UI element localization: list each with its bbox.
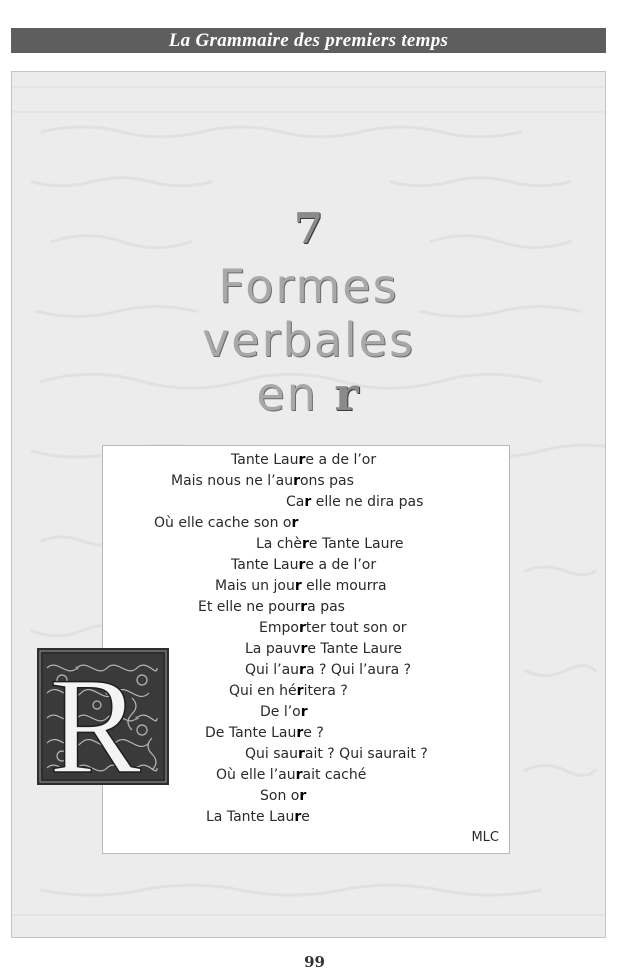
poem-line-text: ait caché (302, 767, 367, 783)
poem-line (245, 640, 402, 658)
poem-line (229, 682, 348, 700)
poem-line-highlight-r: r (299, 788, 307, 804)
poem-line-highlight-r: r (298, 557, 306, 573)
poem-line-text: Ca (286, 494, 305, 510)
poem-line-highlight-r: r (291, 515, 299, 531)
page-number: 99 (304, 953, 325, 971)
poem-line (231, 556, 376, 574)
poem-line-text: e a de l’or (305, 452, 377, 468)
poem-line-highlight-r: r (302, 536, 309, 552)
poem-line (206, 808, 310, 826)
poem-line (231, 451, 376, 469)
poem-line (198, 598, 345, 616)
poem-line-text: ait ? Qui saurait ? (304, 746, 428, 762)
poem-line (245, 745, 428, 763)
poem-line (215, 577, 387, 595)
poem-line-text: ons pas (299, 473, 354, 489)
poem-line-text: Tante Lau (231, 557, 299, 573)
poem-line (260, 787, 306, 805)
poem-line-text: e Tante Laure (308, 536, 404, 552)
poem-line-text: Et elle ne pour (198, 599, 301, 615)
poem-line (245, 661, 411, 679)
poem-line-highlight-r: r (300, 599, 308, 615)
poem-line (259, 619, 407, 637)
poem-line-highlight-r: r (295, 767, 303, 783)
chapter-title-prefix: en (256, 367, 335, 421)
poem-line-highlight-r: r (298, 620, 306, 636)
running-header-title: La Grammaire des premiers temps (168, 30, 449, 51)
poem-signature: MLC (471, 830, 499, 845)
dropcap-letter: R (49, 649, 142, 785)
chapter-number: 7 (293, 204, 324, 253)
poem-line-highlight-r: r (296, 725, 304, 741)
chapter-title-line-2: verbales (202, 313, 415, 367)
poem-line-text: Qui l’au (245, 662, 300, 678)
poem-line (256, 535, 404, 553)
poem-line-highlight-r: r (296, 683, 304, 699)
poem-line-text: Son o (260, 788, 300, 804)
poem-line (216, 766, 366, 784)
poem-line-text: Empo (259, 620, 299, 636)
poem-line-text: a ? Qui l’aura ? (305, 662, 412, 678)
poem-line-text: Qui sau (245, 746, 298, 762)
poem-line-text: e a de l’or (305, 557, 377, 573)
poem-line-highlight-r: r (304, 494, 312, 510)
poem-line-text: Où elle l’au (216, 767, 296, 783)
poem-line-text: e (301, 809, 310, 825)
poem-line-text: e ? (303, 725, 324, 741)
poem-line-highlight-r: r (293, 473, 300, 489)
poem-line-highlight-r: r (294, 578, 302, 594)
chapter-title-letter: r (334, 367, 361, 421)
poem-line-text: De Tante Lau (205, 725, 297, 741)
poem-line (171, 472, 354, 490)
chapter-title-line-1: Formes (218, 259, 399, 313)
poem-line-text: La chè (256, 536, 303, 552)
poem-line (154, 514, 298, 532)
poem-line-text: De l’o (260, 704, 301, 720)
poem-line-highlight-r: r (294, 809, 302, 825)
poem-line-text: Tante Lau (231, 452, 299, 468)
poem-line-text: e Tante Laure (307, 641, 402, 657)
running-header (11, 28, 606, 53)
poem-line-text: Mais un jou (215, 578, 295, 594)
poem-line-highlight-r: r (298, 452, 306, 468)
poem-line-text: ter tout son or (305, 620, 407, 636)
poem-line-highlight-r: r (300, 641, 308, 657)
poem-line-text: La pauv (245, 641, 301, 657)
poem-line (205, 724, 324, 742)
poem-line (260, 703, 308, 721)
poem-line-text: Qui en hé (229, 683, 297, 699)
poem-line-text: Mais nous ne l’au (171, 473, 294, 489)
poem-line-text: La Tante Lau (206, 809, 295, 825)
poem-line-text: Où elle cache son o (154, 515, 292, 531)
poem-line-highlight-r: r (297, 746, 305, 762)
poem-line-text: itera ? (303, 683, 348, 699)
poem-line-text: elle ne dira pas (311, 494, 424, 510)
poem-line (286, 493, 423, 511)
poem-line-text: a pas (307, 599, 345, 615)
chapter-title (12, 259, 605, 421)
poem-line-text: elle mourra (301, 578, 387, 594)
poem-line-highlight-r: r (300, 704, 308, 720)
poem-line-highlight-r: r (299, 662, 306, 678)
chapter-title-line-3 (12, 367, 605, 421)
decorated-initial-r-ornament (37, 648, 169, 785)
